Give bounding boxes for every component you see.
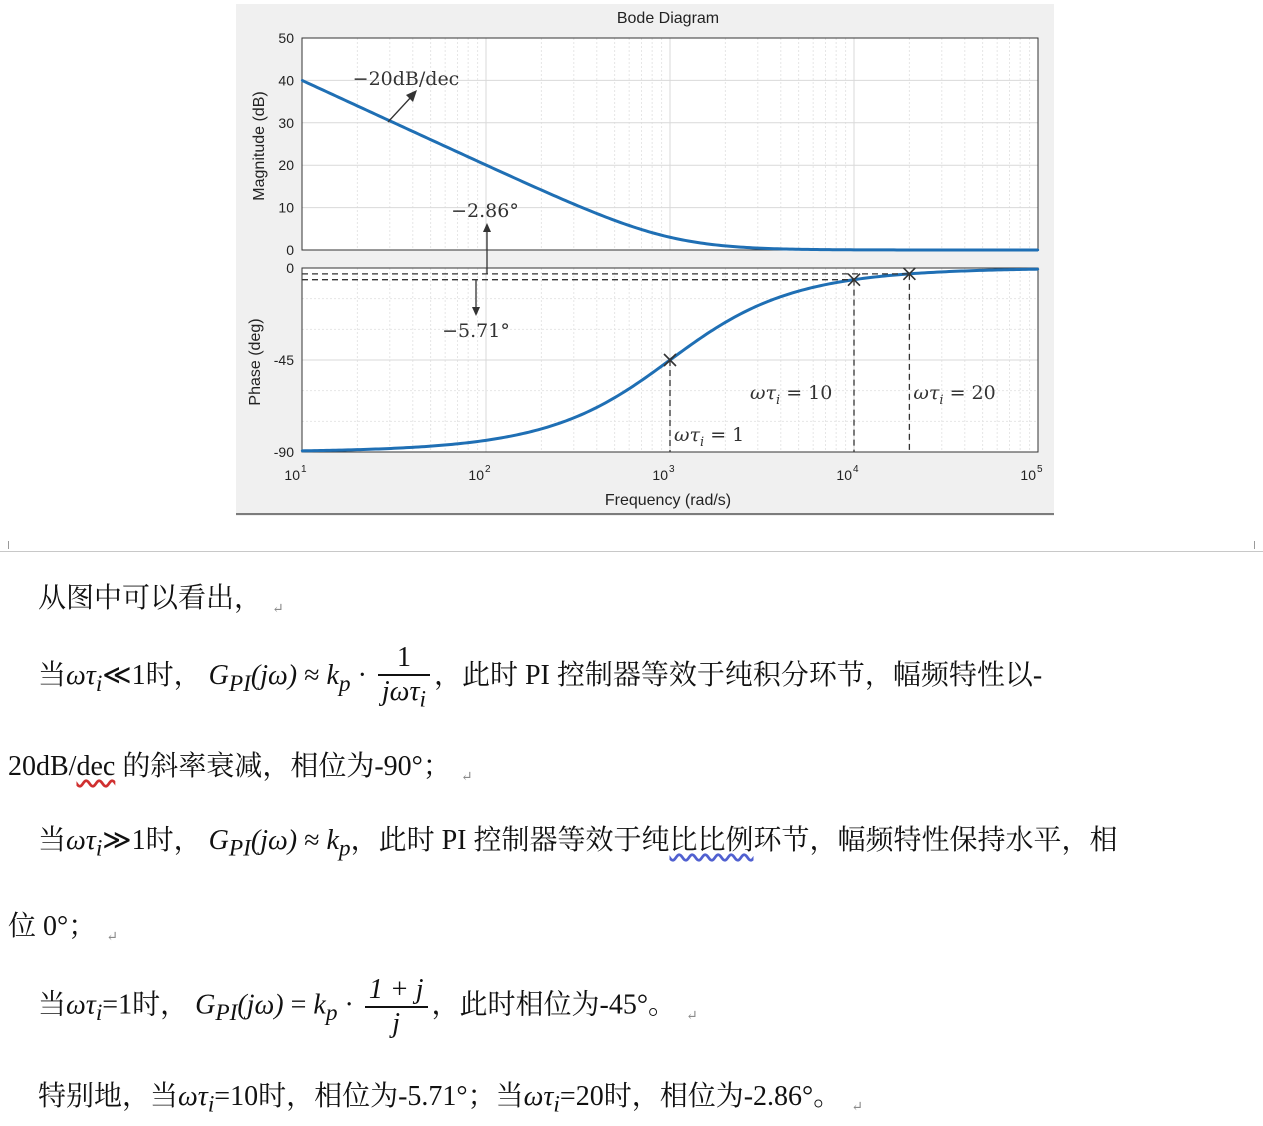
- text-mid: 时，相位为-5.71°；当: [258, 1081, 524, 1112]
- phase-data-point: [981, 269, 983, 271]
- magnitude-tick-label: 20: [278, 157, 294, 174]
- math-arg: (jω): [250, 660, 298, 692]
- page-corner-left: [0, 541, 9, 549]
- x-tick-exponent: 5: [1037, 464, 1043, 475]
- phase-tick-label: 0: [286, 260, 294, 276]
- paragraph-low-frequency: [8, 642, 1263, 714]
- text-phase: 位 0°；: [8, 911, 97, 942]
- x-tick-base: 10: [284, 467, 300, 483]
- phase-data-point: [356, 448, 358, 450]
- text-tail: 时，相位为-2.86°。: [603, 1081, 842, 1112]
- magnitude-data-point: [908, 249, 910, 251]
- math-k-sub: p: [325, 1000, 338, 1027]
- slope-annotation: −20dB/dec: [352, 68, 460, 90]
- chart-title: Bode Diagram: [616, 10, 720, 27]
- math-g: G: [195, 989, 216, 1021]
- x-tick-exponent: 2: [485, 464, 491, 475]
- math-approx: ≈: [297, 825, 327, 856]
- label-wt10-text: $\omega\tau_i = 10$: [750, 382, 833, 408]
- math-rel: ≪1: [102, 660, 146, 692]
- magnitude-data-point: [356, 105, 358, 107]
- math-cond: ωτ: [66, 825, 96, 856]
- x-tick-exponent: 4: [853, 464, 859, 475]
- x-tick-base: 10: [468, 467, 484, 483]
- magnitude-tick-label: 40: [278, 72, 294, 89]
- math-dot: ·: [337, 989, 361, 1021]
- math-sub-1: i: [207, 1091, 215, 1118]
- magnitude-data-point: [540, 189, 542, 191]
- math-g: G: [208, 660, 229, 692]
- bode-figure: [236, 4, 1054, 516]
- math-cond-2: ωτ: [523, 1081, 554, 1112]
- text-slope: 20dB/: [8, 751, 77, 782]
- magnitude-tick-label: 10: [278, 199, 294, 216]
- x-axis-label: Frequency (rad/s): [604, 492, 732, 509]
- magnitude-tick-label: 50: [278, 30, 294, 46]
- return-mark: ↵: [460, 770, 473, 785]
- math-cond-1: ωτ: [178, 1081, 208, 1112]
- paragraph-high-frequency: [8, 822, 1263, 865]
- magnitude-data-point: [724, 245, 726, 247]
- math-k-sub: p: [338, 835, 351, 862]
- math-g-sub: PI: [228, 835, 251, 862]
- text-tail: ，此时相位为-45°。: [431, 989, 677, 1021]
- phase-data-point: [613, 396, 615, 398]
- math-g-sub: PI: [215, 1000, 238, 1027]
- math-rel: =1: [102, 989, 133, 1021]
- phase-data-point: [540, 428, 542, 430]
- paragraph-corner-frequency: [8, 974, 1263, 1040]
- phase-data-point: [485, 439, 487, 441]
- return-mark: ↵: [106, 930, 118, 945]
- phase10-annotation: −5.71°: [442, 320, 510, 342]
- text-lead: 特别地，当: [38, 1081, 179, 1112]
- magnitude-data-point: [613, 219, 615, 221]
- x-tick-base: 10: [1020, 467, 1036, 483]
- math-sub: i: [95, 835, 103, 862]
- text-lead: 当: [38, 825, 67, 856]
- x-tick-base: 10: [836, 467, 852, 483]
- paragraph-low-frequency-cont: [8, 748, 1256, 788]
- paragraph-high-frequency-cont: [8, 908, 1256, 948]
- text-tail-b: 环节，幅频特性保持水平，相: [753, 825, 1118, 856]
- math-cond: ωτ: [66, 989, 96, 1021]
- magnitude-data-point: [853, 249, 855, 251]
- math-cond: ωτ: [66, 660, 96, 692]
- math-sub: i: [95, 670, 103, 697]
- fraction-denominator: j: [392, 1008, 401, 1040]
- spell-flag-dec: dec: [76, 751, 116, 782]
- magnitude-data-point: [797, 248, 799, 250]
- magnitude-data-point: [485, 164, 487, 166]
- math-eq: =: [283, 989, 314, 1021]
- magnitude-axis-label: Magnitude (dB): [251, 91, 268, 201]
- den-text: jωτ: [381, 676, 420, 708]
- text-tail: ，此时 PI 控制器等效于纯积分环节，幅频特性以-: [433, 660, 1043, 692]
- math-rel-2: =20: [559, 1081, 604, 1112]
- phase20-annotation: −2.86°: [451, 200, 519, 222]
- magnitude-data-point: [429, 138, 431, 140]
- magnitude-data-point: [981, 249, 983, 251]
- math-k-sub: p: [338, 670, 351, 697]
- math-arg: (jω): [237, 989, 284, 1021]
- math-dot: ·: [350, 660, 374, 692]
- text-lead: 当: [38, 660, 67, 692]
- den-sub: i: [419, 686, 426, 713]
- magnitude-tick-label: 0: [286, 242, 294, 258]
- math-rel: ≫1: [102, 825, 146, 856]
- x-tick-base: 10: [652, 467, 668, 483]
- text-shi: 时，: [145, 660, 202, 692]
- fraction-denominator: [378, 676, 430, 713]
- paragraph-special-cases: [8, 1078, 1263, 1121]
- text-shi: 时，: [145, 825, 202, 856]
- paragraph-intro: [8, 580, 1263, 620]
- text-lead: 当: [38, 989, 67, 1021]
- text-tail-a: ，此时 PI 控制器等效于纯: [350, 825, 670, 856]
- math-g-sub: PI: [228, 670, 251, 697]
- math-approx: ≈: [297, 660, 327, 692]
- phase-axis-label: Phase (deg): [247, 318, 264, 406]
- magnitude-data-point: [1037, 249, 1039, 251]
- math-sub: i: [95, 1000, 103, 1027]
- phase-tick-label: -90: [273, 444, 294, 460]
- phase-data-point: [797, 290, 799, 292]
- label-wt1-text: $\omega\tau_i = 1$: [674, 424, 745, 450]
- magnitude-data-point: [669, 236, 671, 238]
- return-mark: ↵: [272, 602, 284, 617]
- fraction: [378, 642, 430, 714]
- text-phase: 的斜率衰减，相位为-90°；: [115, 751, 451, 782]
- phase-data-point: [429, 445, 431, 447]
- magnitude-data-point: [301, 79, 303, 81]
- grammar-flag: 比比例: [669, 825, 754, 856]
- label-wt20-text: $\omega\tau_i = 20$: [913, 382, 996, 408]
- fraction-numerator: 1: [378, 642, 430, 676]
- math-rel-1: =10: [214, 1081, 259, 1112]
- x-tick-exponent: 3: [669, 464, 675, 475]
- phase-data-point: [1037, 268, 1039, 270]
- math-arg: (jω): [250, 825, 298, 856]
- return-mark: ↵: [851, 1100, 863, 1115]
- x-tick-exponent: 1: [301, 464, 307, 475]
- fraction: [365, 974, 428, 1040]
- math-k: k: [326, 660, 339, 692]
- fraction-numerator: 1 + j: [365, 974, 428, 1008]
- magnitude-tick-label: 30: [278, 114, 294, 131]
- phase-tick-label: -45: [273, 352, 294, 368]
- page-divider: [0, 551, 1263, 552]
- phase-data-point: [301, 450, 303, 452]
- math-k: k: [313, 989, 326, 1021]
- math-k: k: [326, 825, 339, 856]
- phase-data-point: [724, 321, 726, 323]
- text-shi: 时，: [132, 989, 189, 1021]
- return-mark: ↵: [686, 1008, 698, 1024]
- math-sub-2: i: [553, 1091, 560, 1118]
- page-corner-right: [1254, 541, 1263, 549]
- intro-text: 从图中可以看出，: [38, 583, 263, 614]
- math-g: G: [208, 825, 229, 856]
- bode-diagram: [236, 4, 1054, 516]
